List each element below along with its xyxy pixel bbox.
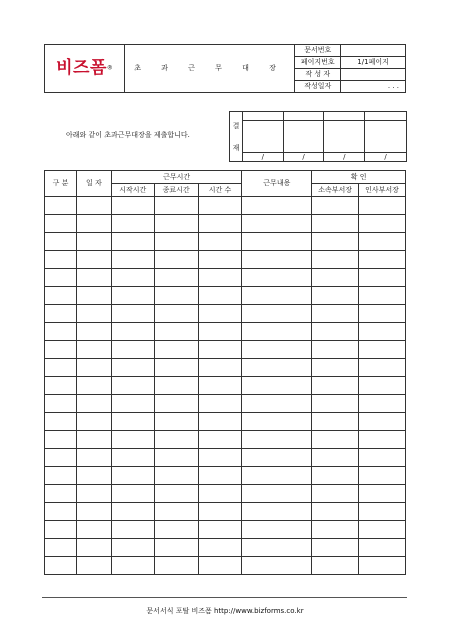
header-table [44,44,406,93]
cell-start-time[interactable] [111,287,154,305]
cell-dept-head-confirm[interactable] [312,557,359,575]
cell-end-time[interactable] [154,233,198,251]
cell-start-time[interactable] [111,467,154,485]
cell-date[interactable] [76,449,111,467]
table-row [45,467,406,485]
approval-sign-2[interactable] [283,121,324,153]
cell-hours[interactable] [198,413,242,431]
cell-hours[interactable] [198,485,242,503]
cell-date[interactable] [76,269,111,287]
cell-division[interactable] [45,395,77,413]
cell-start-time[interactable] [111,503,154,521]
cell-work-content[interactable] [242,377,312,395]
cell-start-time[interactable] [111,431,154,449]
table-row [45,215,406,233]
cell-hr-head-confirm[interactable] [359,467,406,485]
cell-date[interactable] [76,359,111,377]
cell-date[interactable] [76,341,111,359]
cell-division[interactable] [45,251,77,269]
meta-label-date: 작성일자 [295,81,341,93]
cell-date[interactable] [76,395,111,413]
header-division: 구 분 [45,171,77,197]
cell-end-time[interactable] [154,539,198,557]
cell-dept-head-confirm[interactable] [312,485,359,503]
cell-division[interactable] [45,215,77,233]
cell-work-content[interactable] [242,269,312,287]
cell-hr-head-confirm[interactable] [359,305,406,323]
cell-hours[interactable] [198,521,242,539]
cell-hr-head-confirm[interactable] [359,413,406,431]
cell-date[interactable] [76,539,111,557]
cell-work-content[interactable] [242,215,312,233]
cell-division[interactable] [45,431,77,449]
cell-end-time[interactable] [154,251,198,269]
cell-hours[interactable] [198,197,242,215]
cell-division[interactable] [45,449,77,467]
cell-hr-head-confirm[interactable] [359,449,406,467]
cell-end-time[interactable] [154,467,198,485]
approval-title-3[interactable] [324,112,365,121]
cell-dept-head-confirm[interactable] [312,395,359,413]
cell-division[interactable] [45,503,77,521]
cell-dept-head-confirm[interactable] [312,449,359,467]
cell-division[interactable] [45,521,77,539]
cell-hr-head-confirm[interactable] [359,269,406,287]
cell-end-time[interactable] [154,377,198,395]
cell-hr-head-confirm[interactable] [359,359,406,377]
cell-hr-head-confirm[interactable] [359,377,406,395]
cell-start-time[interactable] [111,539,154,557]
table-row [45,197,406,215]
cell-work-content[interactable] [242,395,312,413]
table-row [45,557,406,575]
meta-label-page-number: 페이지번호 [295,57,341,69]
cell-start-time[interactable] [111,323,154,341]
meta-value-author[interactable] [341,69,406,81]
cell-hr-head-confirm[interactable] [359,233,406,251]
cell-date[interactable] [76,485,111,503]
approval-date-2[interactable]: / [283,153,324,162]
cell-end-time[interactable] [154,521,198,539]
cell-end-time[interactable] [154,449,198,467]
cell-work-content[interactable] [242,305,312,323]
cell-date[interactable] [76,215,111,233]
cell-hr-head-confirm[interactable] [359,557,406,575]
cell-hours[interactable] [198,431,242,449]
cell-date[interactable] [76,503,111,521]
cell-dept-head-confirm[interactable] [312,431,359,449]
cell-hr-head-confirm[interactable] [359,287,406,305]
table-row [45,323,406,341]
cell-division[interactable] [45,287,77,305]
cell-dept-head-confirm[interactable] [312,251,359,269]
header-date: 일 자 [76,171,111,197]
cell-end-time[interactable] [154,287,198,305]
cell-division[interactable] [45,557,77,575]
cell-hr-head-confirm[interactable] [359,431,406,449]
cell-division[interactable] [45,197,77,215]
cell-end-time[interactable] [154,359,198,377]
table-row [45,287,406,305]
cell-dept-head-confirm[interactable] [312,233,359,251]
cell-work-content[interactable] [242,521,312,539]
cell-start-time[interactable] [111,269,154,287]
cell-hours[interactable] [198,467,242,485]
cell-work-content[interactable] [242,323,312,341]
table-row [45,251,406,269]
cell-hr-head-confirm[interactable] [359,503,406,521]
cell-date[interactable] [76,197,111,215]
cell-start-time[interactable] [111,413,154,431]
approval-label-bottom: 재 [232,143,240,152]
table-row [45,485,406,503]
cell-start-time[interactable] [111,449,154,467]
cell-dept-head-confirm[interactable] [312,197,359,215]
cell-end-time[interactable] [154,395,198,413]
cell-division[interactable] [45,305,77,323]
cell-end-time[interactable] [154,413,198,431]
table-row [45,449,406,467]
cell-work-content[interactable] [242,341,312,359]
cell-work-content[interactable] [242,485,312,503]
cell-dept-head-confirm[interactable] [312,305,359,323]
approval-sign-4[interactable] [365,121,407,153]
cell-hours[interactable] [198,215,242,233]
cell-division[interactable] [45,467,77,485]
approval-label-top: 결 [232,121,240,130]
cell-hours[interactable] [198,449,242,467]
cell-division[interactable] [45,269,77,287]
cell-work-content[interactable] [242,251,312,269]
meta-value-doc-number[interactable] [341,45,406,57]
cell-end-time[interactable] [154,215,198,233]
cell-hr-head-confirm[interactable] [359,521,406,539]
cell-work-content[interactable] [242,287,312,305]
cell-end-time[interactable] [154,305,198,323]
cell-division[interactable] [45,341,77,359]
cell-dept-head-confirm[interactable] [312,467,359,485]
header-start-time: 시작시간 [111,184,154,197]
header-dept-head: 소속부서장 [312,184,359,197]
cell-work-content[interactable] [242,467,312,485]
cell-start-time[interactable] [111,251,154,269]
cell-work-content[interactable] [242,233,312,251]
cell-dept-head-confirm[interactable] [312,539,359,557]
cell-dept-head-confirm[interactable] [312,323,359,341]
cell-hr-head-confirm[interactable] [359,323,406,341]
meta-label-author: 작 성 자 [295,69,341,81]
cell-start-time[interactable] [111,521,154,539]
footer-text: 문서서식 포탈 비즈폼 http://www.bizforms.co.kr [146,607,304,615]
cell-hours[interactable] [198,503,242,521]
cell-division[interactable] [45,323,77,341]
cell-work-content[interactable] [242,503,312,521]
cell-hours[interactable] [198,323,242,341]
page-title: 초 과 근 무 대 장 [124,45,294,93]
approval-sign-3[interactable] [324,121,365,153]
cell-date[interactable] [76,251,111,269]
header-hr-head: 인사부서장 [359,184,406,197]
cell-end-time[interactable] [154,503,198,521]
cell-date[interactable] [76,413,111,431]
cell-date[interactable] [76,305,111,323]
cell-hours[interactable] [198,395,242,413]
cell-hr-head-confirm[interactable] [359,539,406,557]
table-row [45,503,406,521]
cell-date[interactable] [76,377,111,395]
approval-title-2[interactable] [283,112,324,121]
cell-hours[interactable] [198,557,242,575]
cell-end-time[interactable] [154,269,198,287]
cell-dept-head-confirm[interactable] [312,413,359,431]
header-hours: 시간 수 [198,184,242,197]
approval-date-1[interactable]: / [242,153,283,162]
cell-end-time[interactable] [154,341,198,359]
cell-division[interactable] [45,413,77,431]
approval-title-1[interactable] [242,112,283,121]
cell-work-content[interactable] [242,539,312,557]
cell-division[interactable] [45,233,77,251]
table-row [45,269,406,287]
table-row [45,413,406,431]
meta-value-date[interactable]: . . . [341,81,406,93]
cell-work-content[interactable] [242,359,312,377]
overtime-table [44,170,406,575]
approval-date-3[interactable]: / [324,153,365,162]
approval-title-4[interactable] [365,112,407,121]
table-row [45,377,406,395]
cell-work-content[interactable] [242,413,312,431]
cell-start-time[interactable] [111,359,154,377]
cell-end-time[interactable] [154,431,198,449]
approval-box [229,111,407,162]
cell-hr-head-confirm[interactable] [359,395,406,413]
header-work-content: 근무내용 [242,171,312,197]
cell-start-time[interactable] [111,557,154,575]
logo-text: 비즈폼 [56,58,107,78]
header-work-time: 근무시간 [111,171,242,184]
table-row [45,359,406,377]
approval-label [230,112,243,162]
cell-division[interactable] [45,359,77,377]
cell-hours[interactable] [198,341,242,359]
registered-mark: ® [106,65,113,72]
table-row [45,431,406,449]
cell-end-time[interactable] [154,323,198,341]
cell-dept-head-confirm[interactable] [312,521,359,539]
cell-work-content[interactable] [242,557,312,575]
cell-start-time[interactable] [111,305,154,323]
cell-hours[interactable] [198,539,242,557]
cell-date[interactable] [76,323,111,341]
cell-dept-head-confirm[interactable] [312,503,359,521]
cell-hours[interactable] [198,359,242,377]
cell-end-time[interactable] [154,485,198,503]
cell-start-time[interactable] [111,395,154,413]
footer-divider [42,597,407,598]
table-row [45,521,406,539]
cell-hours[interactable] [198,287,242,305]
table-row [45,233,406,251]
cell-hr-head-confirm[interactable] [359,251,406,269]
cell-end-time[interactable] [154,557,198,575]
table-row [45,539,406,557]
cell-division[interactable] [45,539,77,557]
cell-hr-head-confirm[interactable] [359,341,406,359]
table-row [45,395,406,413]
cell-date[interactable] [76,521,111,539]
cell-division[interactable] [45,377,77,395]
cell-work-content[interactable] [242,431,312,449]
cell-date[interactable] [76,431,111,449]
cell-dept-head-confirm[interactable] [312,377,359,395]
cell-hours[interactable] [198,251,242,269]
cell-hr-head-confirm[interactable] [359,215,406,233]
logo [45,45,125,93]
cell-end-time[interactable] [154,197,198,215]
cell-dept-head-confirm[interactable] [312,269,359,287]
cell-date[interactable] [76,287,111,305]
cell-dept-head-confirm[interactable] [312,359,359,377]
cell-start-time[interactable] [111,485,154,503]
cell-division[interactable] [45,485,77,503]
meta-value-page-number[interactable]: 1/1페이지 [341,57,406,69]
approval-sign-1[interactable] [242,121,283,153]
cell-date[interactable] [76,233,111,251]
header-confirm: 확 인 [312,171,406,184]
cell-hours[interactable] [198,377,242,395]
meta-label-doc-number: 문서번호 [295,45,341,57]
cell-hours[interactable] [198,233,242,251]
approval-date-4[interactable]: / [365,153,407,162]
cell-date[interactable] [76,557,111,575]
cell-start-time[interactable] [111,233,154,251]
cell-work-content[interactable] [242,197,312,215]
table-row [45,305,406,323]
table-row [45,341,406,359]
cell-date[interactable] [76,467,111,485]
cell-start-time[interactable] [111,197,154,215]
header-end-time: 종료시간 [154,184,198,197]
cell-dept-head-confirm[interactable] [312,215,359,233]
cell-dept-head-confirm[interactable] [312,287,359,305]
cell-hours[interactable] [198,269,242,287]
cell-work-content[interactable] [242,449,312,467]
cell-hours[interactable] [198,305,242,323]
cell-start-time[interactable] [111,377,154,395]
cell-start-time[interactable] [111,215,154,233]
cell-hr-head-confirm[interactable] [359,197,406,215]
cell-dept-head-confirm[interactable] [312,341,359,359]
cell-hr-head-confirm[interactable] [359,485,406,503]
cell-start-time[interactable] [111,341,154,359]
intro-text: 아래와 같이 초과근무대장을 제출합니다. [66,131,190,139]
